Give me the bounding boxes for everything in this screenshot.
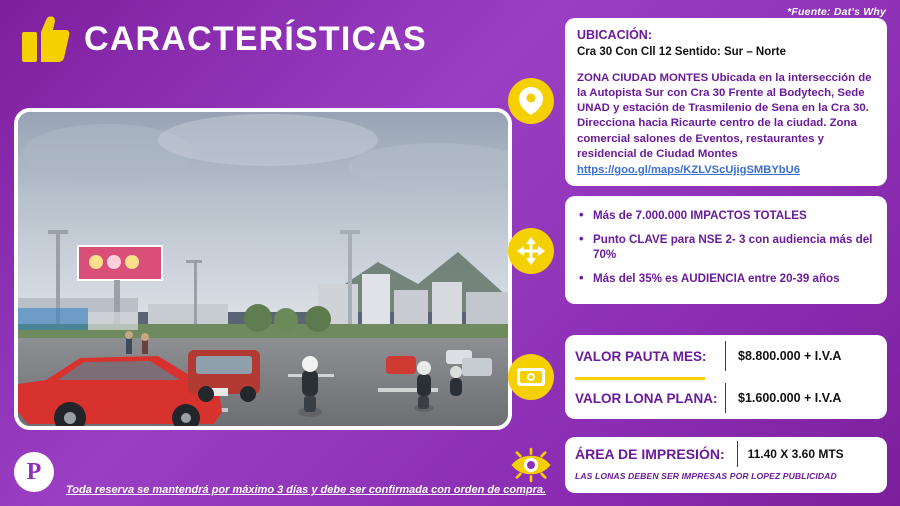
- brand-logo: [14, 452, 54, 492]
- valor-lona-value: $1.600.000 + I.V.A: [738, 391, 842, 405]
- accent-underline: [575, 377, 705, 380]
- ubicacion-map-link[interactable]: https://goo.gl/maps/KZLVScUjigSMBYbU6: [577, 163, 800, 176]
- area-label: ÁREA DE IMPRESIÓN:: [575, 446, 725, 462]
- card-bullets: [565, 196, 887, 304]
- ubicacion-body: ZONA CIUDAD MONTES Ubicada en la intersección de la Autopista Sur con Cra 30 Frente al Bodytech, Sede UNAD y estación de Trasmilenio de Sena en la Cra 30. Direcciona hacia Ricaurte centro de la ciudad. Zona comercial salones de Eventos, restaurantes y residencial de Ciudad Montes: [577, 71, 872, 160]
- location-pin-icon: [508, 78, 554, 124]
- thumbs-up-icon: [22, 14, 70, 64]
- source-note: *Fuente: Dat's Why: [787, 6, 886, 18]
- card-area: [565, 437, 887, 493]
- billboard-photo: [14, 108, 512, 430]
- area-row: [565, 437, 887, 471]
- eye-icon: [508, 442, 554, 488]
- list-item: • Más de 7.000.000 IMPACTOS TOTALES: [577, 208, 873, 223]
- table-row: [565, 377, 887, 419]
- money-icon: [508, 354, 554, 400]
- valor-lona-label: VALOR LONA PLANA:: [575, 390, 718, 406]
- page-title: CARACTERÍSTICAS: [84, 20, 427, 58]
- list-item: • Punto CLAVE para NSE 2- 3 con audiencia más del 70%: [577, 232, 873, 262]
- divider: [725, 383, 726, 413]
- brand-logo-letter: P: [26, 459, 42, 485]
- divider: [725, 341, 726, 371]
- divider: [737, 441, 738, 467]
- card-ubicacion: [565, 18, 887, 186]
- ubicacion-subtitle: Cra 30 Con Cll 12 Sentido: Sur – Norte: [577, 45, 786, 58]
- move-arrows-icon: [508, 228, 554, 274]
- table-row: [565, 335, 887, 377]
- header-title-row: [22, 14, 427, 64]
- valor-pauta-value: $8.800.000 + I.V.A: [738, 349, 842, 363]
- area-value: 11.40 X 3.60 MTS: [747, 447, 844, 461]
- list-item: • Más del 35% es AUDIENCIA entre 20-39 años: [577, 271, 873, 286]
- area-note: LAS LONAS DEBEN SER IMPRESAS POR LOPEZ PUBLICIDAD: [575, 471, 837, 481]
- valor-pauta-label: VALOR PAUTA MES:: [575, 348, 707, 364]
- card-valores: [565, 335, 887, 419]
- footer-note: Toda reserva se mantendrá por máximo 3 días y debe ser confirmada con orden de compra.: [66, 484, 547, 496]
- ubicacion-title: UBICACIÓN:: [577, 28, 652, 42]
- bullet-list: [577, 208, 873, 286]
